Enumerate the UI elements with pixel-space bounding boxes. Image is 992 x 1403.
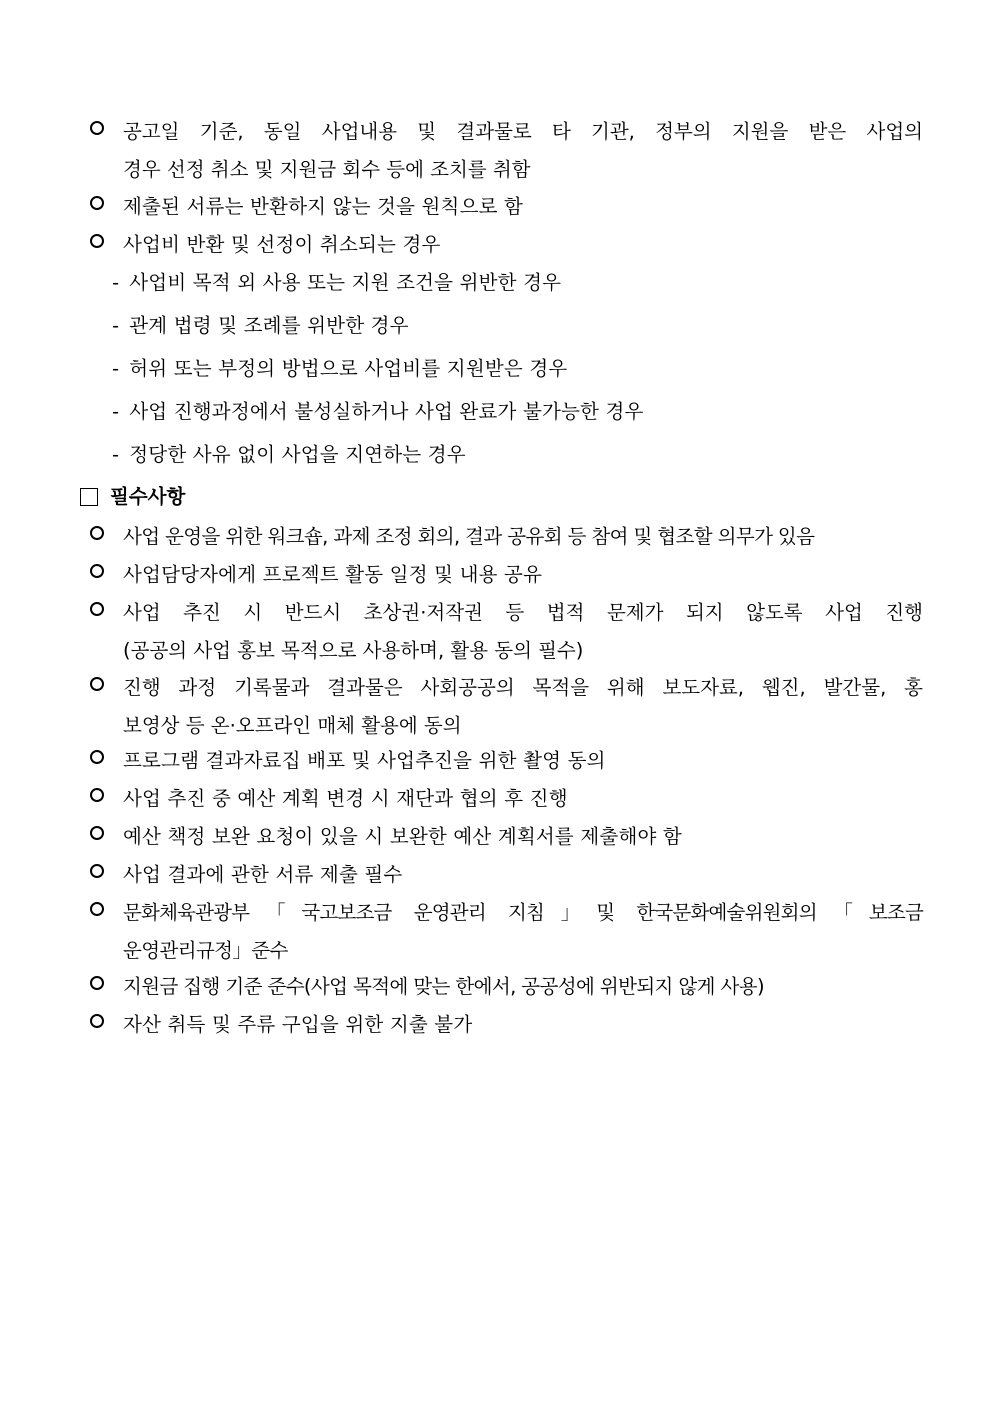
list-item-line: 사업 결과에 관한 서류 제출 필수 [123,863,403,886]
list-item [90,780,925,818]
circle-bullet-icon [90,121,104,135]
list-item [90,594,925,670]
circle-bullet-icon [90,602,104,616]
list-item-line: 사업 추진 시 반드시 초상권·저작권 등 법적 문제가 되지 않도록 사업 진행 [123,601,923,624]
section-title: 필수사항 [110,485,186,508]
circle-bullet-icon [90,750,104,764]
sub-list-item [112,436,466,474]
sub-list-item [112,307,409,345]
circle-bullet-icon [90,788,104,802]
list-item-line: 보영상 등 온·오프라인 매체 활용에 동의 [123,714,462,737]
list-item-line: 운영관리규정」준수 [123,939,288,962]
circle-bullet-icon [90,976,104,990]
sub-list-item-text: 정당한 사유 없이 사업을 지연하는 경우 [129,443,466,466]
list-item [90,669,925,745]
sub-list-item-text: 허위 또는 부정의 방법으로 사업비를 지원받은 경우 [129,357,568,380]
list-item [90,556,925,594]
list-item-line: 공고일 기준, 동일 사업내용 및 결과물로 타 기관, 정부의 지원을 받은 사업의 [123,120,923,143]
sub-list-item [112,393,644,431]
list-item-line: 문화체육관광부「국고보조금 운영관리 지침」및 한국문화예술위원회의「보조금 [123,901,923,924]
list-item-line: 경우 선정 취소 및 지원금 회수 등에 조치를 취함 [123,158,531,181]
list-item-text [123,113,923,189]
list-item [90,968,925,1006]
sub-list-item [112,264,561,302]
circle-bullet-icon [90,526,104,540]
list-item-line: (공공의 사업 홍보 목적으로 사용하며, 활용 동의 필수) [123,639,584,662]
dash-bullet: - [112,314,120,337]
list-item-line: 사업 추진 중 예산 계획 변경 시 재단과 협의 후 진행 [123,787,568,810]
list-item [90,1006,925,1044]
sub-list-item-text: 사업비 목적 외 사용 또는 지원 조건을 위반한 경우 [129,271,562,294]
list-item [90,113,925,189]
dash-bullet: - [112,271,120,294]
circle-bullet-icon [90,864,104,878]
list-item-text [123,894,923,970]
list-item-line: 지원금 집행 기준 준수(사업 목적에 맞는 한에서, 공공성에 위반되지 않게 사용) [123,975,764,998]
list-item-text [123,669,923,745]
checkbox-square-icon [80,488,98,506]
sub-list-item-text: 사업 진행과정에서 불성실하거나 사업 완료가 불가능한 경우 [129,400,644,423]
list-item-line: 제출된 서류는 반환하지 않는 것을 원칙으로 함 [123,195,524,218]
list-item-line: 사업담당자에게 프로젝트 활동 일정 및 내용 공유 [123,563,543,586]
list-item [90,518,925,556]
list-item-text [123,594,923,670]
list-item-line: 프로그램 결과자료집 배포 및 사업추진을 위한 촬영 동의 [123,749,606,772]
list-item [90,856,925,894]
list-item-line: 사업 운영을 위한 워크숍, 과제 조정 회의, 결과 공유회 등 참여 및 협조할 의무가 있음 [123,525,815,548]
circle-bullet-icon [90,234,104,248]
circle-bullet-icon [90,902,104,916]
list-item-line: 예산 책정 보완 요청이 있을 시 보완한 예산 계획서를 제출해야 함 [123,825,682,848]
sub-list-item [112,350,567,388]
list-item [90,188,925,226]
list-item-line: 사업비 반환 및 선정이 취소되는 경우 [123,233,441,256]
list-item [90,742,925,780]
circle-bullet-icon [90,677,104,691]
circle-bullet-icon [90,564,104,578]
circle-bullet-icon [90,1014,104,1028]
dash-bullet: - [112,400,120,423]
list-item [90,818,925,856]
list-item [90,226,925,264]
list-item [90,894,925,970]
list-item-line: 진행 과정 기록물과 결과물은 사회공공의 목적을 위해 보도자료, 웹진, 발간물, 홍 [123,676,923,699]
dash-bullet: - [112,443,120,466]
list-item-line: 자산 취득 및 주류 구입을 위한 지출 불가 [123,1013,473,1036]
sub-list-item-text: 관계 법령 및 조례를 위반한 경우 [129,314,409,337]
circle-bullet-icon [90,196,104,210]
circle-bullet-icon [90,826,104,840]
dash-bullet: - [112,357,120,380]
section-heading [80,478,185,516]
